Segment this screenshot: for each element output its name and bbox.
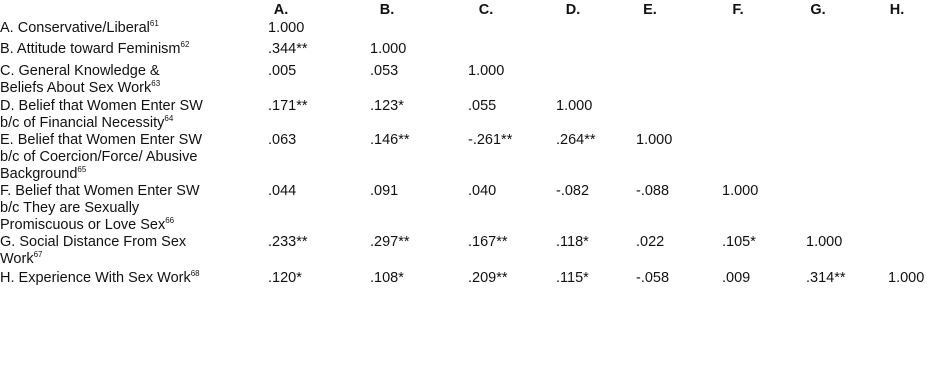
table-cell: 1.000 <box>888 270 925 286</box>
column-header: F. <box>732 2 744 18</box>
table-cell: .344** <box>268 41 308 57</box>
column-header: E. <box>643 2 657 18</box>
table-cell: .314** <box>806 270 846 286</box>
table-cell: .040 <box>468 183 497 199</box>
table-cell: .297** <box>370 234 410 250</box>
row-label: Beliefs About Sex Work$^{63}$ <box>0 79 161 96</box>
row-label: b/c They are Sexually <box>0 200 140 216</box>
footnote-marker: 66 <box>165 216 175 225</box>
table-cell: .209** <box>468 270 508 286</box>
table-cell: .022 <box>636 234 665 250</box>
row-label: b/c of Financial Necessity$^{64}$ <box>0 114 174 131</box>
table-cell: .055 <box>468 98 497 114</box>
table-cell: .146** <box>370 132 410 148</box>
footnote-marker: 68 <box>190 269 200 278</box>
column-header: G. <box>810 2 826 18</box>
table-cell: 1.000 <box>722 183 759 199</box>
row-label: G. Social Distance From Sex <box>0 234 187 250</box>
table-cell: .091 <box>370 183 399 199</box>
row-label: B. Attitude toward Feminism$^{62}$ <box>0 40 190 57</box>
table-cell: -.261** <box>468 132 513 148</box>
row-label: D. Belief that Women Enter SW <box>0 98 203 114</box>
table-cell: 1.000 <box>556 98 593 114</box>
table-cell: 1.000 <box>268 20 305 36</box>
table-cell: .063 <box>268 132 297 148</box>
table-cell: .108* <box>370 270 404 286</box>
row-label: b/c of Coercion/Force/ Abusive <box>0 149 198 165</box>
table-cell: 1.000 <box>370 41 407 57</box>
table-cell: 1.000 <box>806 234 843 250</box>
table-cell: -.082 <box>556 183 590 199</box>
footnote-marker: 62 <box>180 40 190 49</box>
row-label: C. General Knowledge & <box>0 63 160 79</box>
table-cell: .167** <box>468 234 508 250</box>
column-header: A. <box>273 2 289 18</box>
footnote-marker: 65 <box>77 165 87 174</box>
table-cell: .171** <box>268 98 308 114</box>
column-header: C. <box>478 2 494 18</box>
footnote-marker: 63 <box>151 79 161 88</box>
table-cell: .105* <box>722 234 756 250</box>
row-label: Work$^{67}$ <box>0 250 43 267</box>
table-cell: .053 <box>370 63 399 79</box>
table-cell: .115* <box>556 270 589 286</box>
row-label: A. Conservative/Liberal$^{61}$ <box>0 19 159 36</box>
table-cell: 1.000 <box>636 132 673 148</box>
table-cell: .009 <box>722 270 751 286</box>
table-cell: 1.000 <box>468 63 505 79</box>
table-cell: -.058 <box>636 270 670 286</box>
table-cell: .233** <box>268 234 308 250</box>
footnote-marker: 61 <box>149 19 159 28</box>
footnote-marker: 67 <box>33 250 43 259</box>
row-label: F. Belief that Women Enter SW <box>0 183 200 199</box>
column-header: D. <box>565 2 581 18</box>
table-cell: .005 <box>268 63 297 79</box>
column-header: H. <box>889 2 905 18</box>
row-label: Background$^{65}$ <box>0 165 87 182</box>
table-cell: .264** <box>556 132 596 148</box>
row-label: E. Belief that Women Enter SW <box>0 132 203 148</box>
row-label: H. Experience With Sex Work$^{68}$ <box>0 269 200 286</box>
table-cell: .123* <box>370 98 404 114</box>
footnote-marker: 64 <box>164 114 174 123</box>
column-header: B. <box>379 2 395 18</box>
table-cell: .120* <box>268 270 302 286</box>
table-cell: .118* <box>556 234 589 250</box>
table-cell: -.088 <box>636 183 670 199</box>
row-label: Promiscuous or Love Sex$^{66}$ <box>0 216 175 233</box>
table-cell: .044 <box>268 183 297 199</box>
